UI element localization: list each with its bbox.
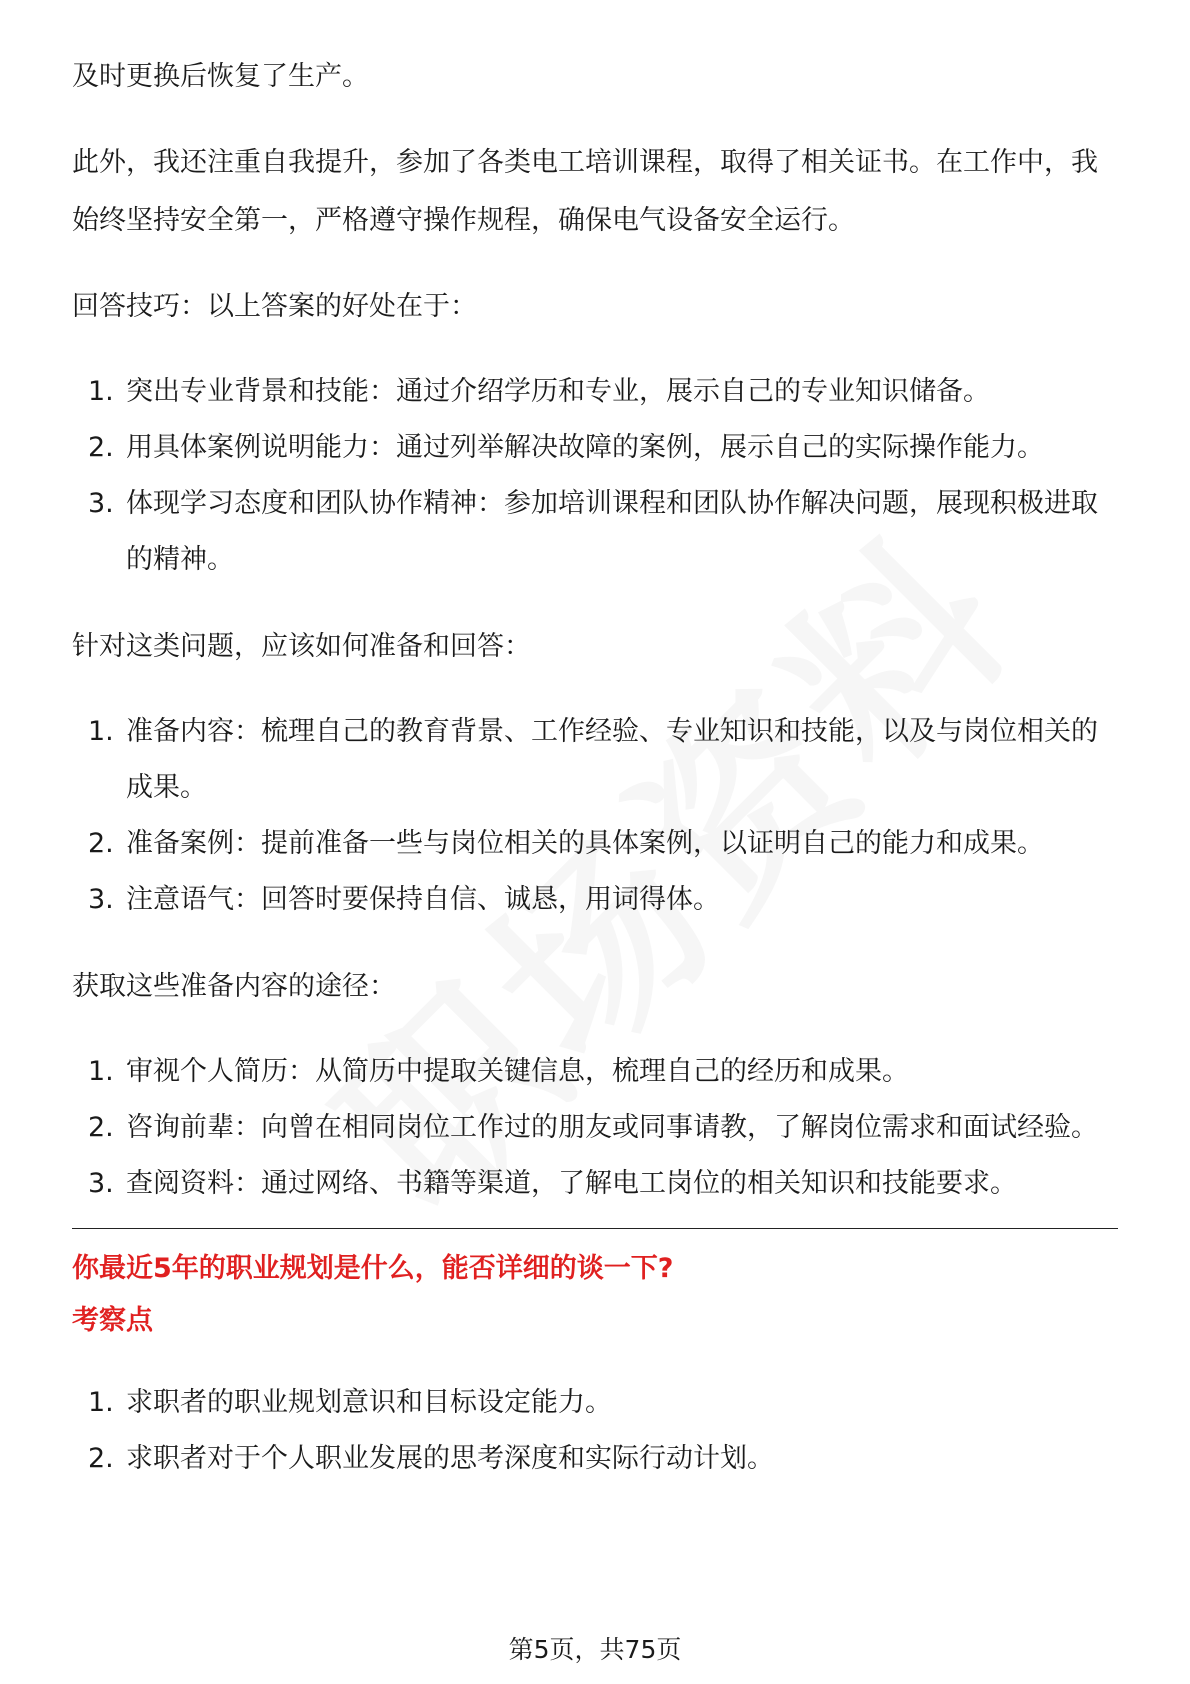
- divider: [72, 1228, 1118, 1229]
- tips-heading: 回答技巧：以上答案的好处在于：: [72, 291, 477, 322]
- prep-list: [72, 704, 1118, 928]
- focus-list: [72, 1375, 1118, 1487]
- list-item: 3. 注意语气：回答时要保持自信、诚恳，用词得体。: [88, 884, 720, 915]
- question-title: 你最近5年的职业规划是什么，能否详细的谈一下?: [72, 1253, 674, 1284]
- list-item: 2. 准备案例：提前准备一些与岗位相关的具体案例，以证明自己的能力和成果。: [88, 828, 1044, 859]
- list-item: 3. 体现学习态度和团队协作精神：参加培训课程和团队协作解决问题，展现积极进取的精神。: [88, 488, 1098, 575]
- list-item: 1. 突出专业背景和技能：通过介绍学历和专业，展示自己的专业知识储备。: [88, 376, 990, 407]
- focus-heading: 考察点: [72, 1305, 153, 1336]
- list-item: 1. 求职者的职业规划意识和目标设定能力。: [88, 1387, 612, 1418]
- list-item: 2. 用具体案例说明能力：通过列举解决故障的案例，展示自己的实际操作能力。: [88, 432, 1044, 463]
- intro-paragraph: 此外，我还注重自我提升，参加了各类电工培训课程，取得了相关证书。在工作中，我始终坚持安全第一，严格遵守操作规程，确保电气设备安全运行。: [72, 147, 1098, 236]
- list-item: 2. 求职者对于个人职业发展的思考深度和实际行动计划。: [88, 1443, 774, 1474]
- ways-list: [72, 1044, 1118, 1212]
- ways-heading: 获取这些准备内容的途径：: [72, 971, 396, 1002]
- prep-heading: 针对这类问题，应该如何准备和回答：: [72, 631, 531, 662]
- list-item: 1. 审视个人简历：从简历中提取关键信息，梳理自己的经历和成果。: [88, 1056, 909, 1087]
- list-item: 1. 准备内容：梳理自己的教育背景、工作经验、专业知识和技能，以及与岗位相关的成果。: [88, 716, 1098, 803]
- tips-list: [72, 364, 1118, 588]
- document-page: [72, 48, 1118, 1487]
- page-footer: 第5页，共75页: [508, 1635, 682, 1664]
- list-item: 2. 咨询前辈：向曾在相同岗位工作过的朋友或同事请教，了解岗位需求和面试经验。: [88, 1112, 1098, 1143]
- intro-tail: 及时更换后恢复了生产。: [72, 61, 369, 92]
- list-item: 3. 查阅资料：通过网络、书籍等渠道，了解电工岗位的相关知识和技能要求。: [88, 1168, 1017, 1199]
